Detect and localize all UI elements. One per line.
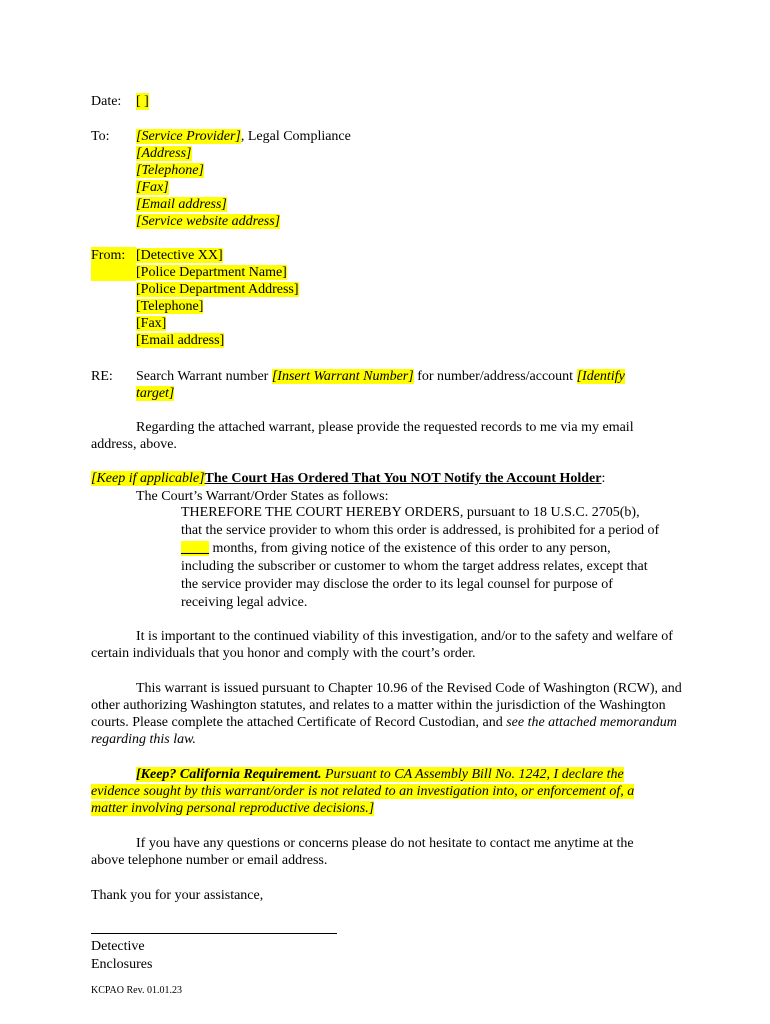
re-label: RE: bbox=[91, 369, 113, 384]
from-line: [Fax] bbox=[136, 316, 167, 331]
from-line: [Email address] bbox=[136, 333, 225, 348]
keep-if-applicable-note: [Keep if applicable] bbox=[91, 471, 205, 486]
to-address-block bbox=[136, 128, 351, 230]
thanks-line: Thank you for your assistance, bbox=[91, 888, 264, 903]
from-line: [Police Department Name] bbox=[136, 265, 287, 280]
revision-footer: KCPAO Rev. 01.01.23 bbox=[91, 985, 182, 996]
warrant-number-placeholder: [Insert Warrant Number] bbox=[271, 369, 414, 384]
rcw-paragraph: This warrant is issued pursuant to Chapter 10.96 of the Revised Code of Washington (RCW), and other authorizing Washington statutes, and relates to a matter within the jurisdiction of the Washington courts. Please complete the attached Certificate of Record Custodian, and see the attached memorandum regarding this law. bbox=[91, 681, 682, 747]
enclosures-label: Enclosures bbox=[91, 957, 153, 972]
to-line: [Service Provider], Legal Compliance bbox=[136, 129, 351, 144]
signature-title: Detective bbox=[91, 939, 145, 954]
to-label: To: bbox=[91, 129, 110, 144]
california-requirement-paragraph: [Keep? California Requirement. Pursuant to CA Assembly Bill No. 1242, I declare the evidence sought by this warrant/order is not related to an investigation into, or enforcement of, a matter involving personal reproductive decisions.] bbox=[91, 767, 635, 816]
from-line: [Police Department Address] bbox=[136, 282, 299, 297]
viability-paragraph: It is important to the continued viability of this investigation, and/or to the safety and welfare of certain individuals that you honor and comply with the court’s order. bbox=[91, 629, 673, 661]
months-blank: ____ bbox=[181, 541, 209, 556]
to-line: [Fax] bbox=[136, 180, 169, 195]
target-placeholder: [Identify target] bbox=[136, 369, 625, 401]
nondisclosure-heading: [Keep if applicable]The Court Has Ordered That You NOT Notify the Account Holder: bbox=[91, 471, 606, 486]
re-line: Search Warrant number [Insert Warrant Number] for number/address/account [Identify target] bbox=[136, 369, 625, 401]
from-label: From: bbox=[91, 247, 136, 281]
to-line: [Email address] bbox=[136, 197, 227, 212]
to-line: [Telephone] bbox=[136, 163, 204, 178]
signature-line bbox=[91, 933, 337, 934]
court-states-line: The Court’s Warrant/Order States as follows: bbox=[136, 489, 389, 504]
to-line: [Service website address] bbox=[136, 214, 281, 229]
date-value: [ ] bbox=[136, 94, 149, 109]
from-line: [Telephone] bbox=[136, 299, 204, 314]
to-line: [Address] bbox=[136, 146, 192, 161]
court-order-quote: THEREFORE THE COURT HEREBY ORDERS, pursuant to 18 U.S.C. 2705(b), that the service provider to whom this order is addressed, is prohibited for a period of ____ months, from giving notice of the existence of this order to any person, including the subscriber or customer to whom the target address relates, except that the service provider may disclose the order to its legal counsel for purpose of receiving legal advice. bbox=[181, 505, 660, 610]
from-line: [Detective XX] bbox=[136, 248, 223, 263]
questions-paragraph: If you have any questions or concerns please do not hesitate to contact me anytime at the above telephone number or email address. bbox=[91, 836, 634, 868]
records-request-paragraph: Regarding the attached warrant, please provide the requested records to me via my email address, above. bbox=[91, 420, 634, 452]
from-address-block bbox=[136, 247, 299, 349]
date-label: Date: bbox=[91, 94, 122, 109]
